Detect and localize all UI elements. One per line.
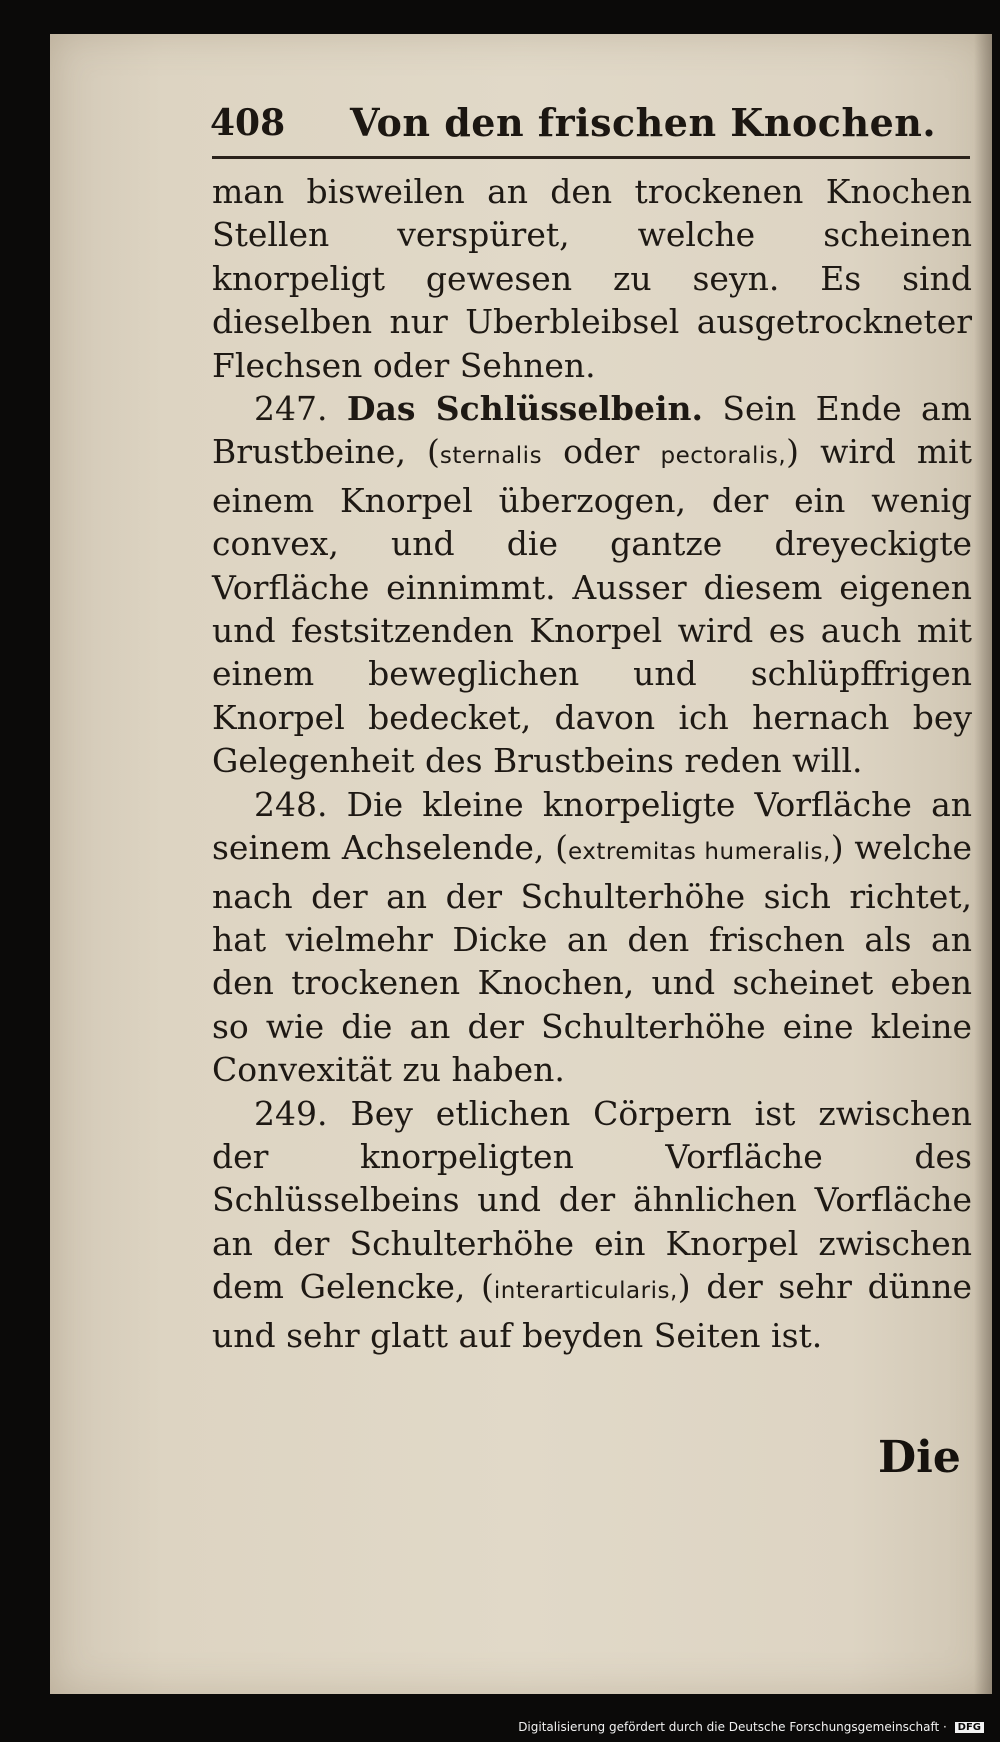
running-title: Von den frischen Knochen.: [350, 100, 937, 145]
digitization-credit: [518, 1720, 984, 1734]
section-247-heading: Das Schlüsselbein.: [346, 389, 703, 429]
header-rule: [212, 156, 970, 159]
section-247-text-c: ) wird mit einem Knorpel überzogen, der ein wenig convex, und die gantze dreyeckigte Vorfläche einnimmt. Ausser diesem eigenen und festsitzenden Knorpel wird es auch mit einem beweglichen und schlüpffrigen Knorpel bedecket, davon ich hernach bey Gelegenheit des Brustbeins reden will.: [212, 432, 972, 781]
section-249: [212, 1092, 972, 1357]
section-249-number: 249.: [254, 1093, 328, 1133]
section-247-latin-pectoralis: pectoralis,: [660, 443, 787, 470]
section-248-latin: extremitas humeralis,: [567, 839, 831, 866]
page-header: [160, 96, 960, 156]
credit-text: Digitalisierung gefördert durch die Deutsche Forschungsgemeinschaft ·: [518, 1720, 947, 1734]
section-249-text-a: Bey etlichen Cörpern ist zwischen der knorpeligten Vorfläche des Schlüsselbeins und der ähnlichen Vorfläche an der Schulterhöhe ein Knorpel zwischen dem Gelencke, (: [212, 1093, 973, 1307]
section-249-latin: interarticularis,: [493, 1278, 678, 1305]
page-edge-shadow: [974, 34, 992, 1694]
section-247-text-a: Sein Ende am Brustbeine, (: [212, 389, 972, 472]
section-248-number: 248.: [254, 784, 328, 824]
section-248: [212, 783, 972, 1092]
dfg-logo: DFG: [955, 1722, 984, 1733]
section-248-text-b: ) welche nach der an der Schulterhöhe sich richtet, hat vielmehr Dicke an den frischen als an den trockenen Knochen, und scheinet eben so wie die an der Schulterhöhe eine kleine Convexität zu haben.: [212, 828, 972, 1090]
section-247-number: 247.: [254, 389, 328, 429]
section-247: [212, 387, 972, 783]
page-number: 408: [210, 102, 286, 144]
body-text: [212, 170, 972, 1357]
catchword: Die: [878, 1432, 961, 1483]
continuation-paragraph: man bisweilen an den trockenen Knochen Stellen verspüret, welche scheinen knorpeligt gewesen zu seyn. Es sind dieselben nur Uberbleibsel ausgetrockneter Flechsen oder Sehnen.: [212, 172, 972, 385]
section-248-text-a: Die kleine knorpeligte Vorfläche an seinem Achselende, (: [212, 784, 972, 868]
section-247-latin-sternalis: sternalis: [439, 443, 543, 470]
section-247-text-b: oder: [563, 432, 640, 472]
section-249-text-b: ) der sehr dünne und sehr glatt auf beyden Seiten ist.: [212, 1267, 972, 1355]
